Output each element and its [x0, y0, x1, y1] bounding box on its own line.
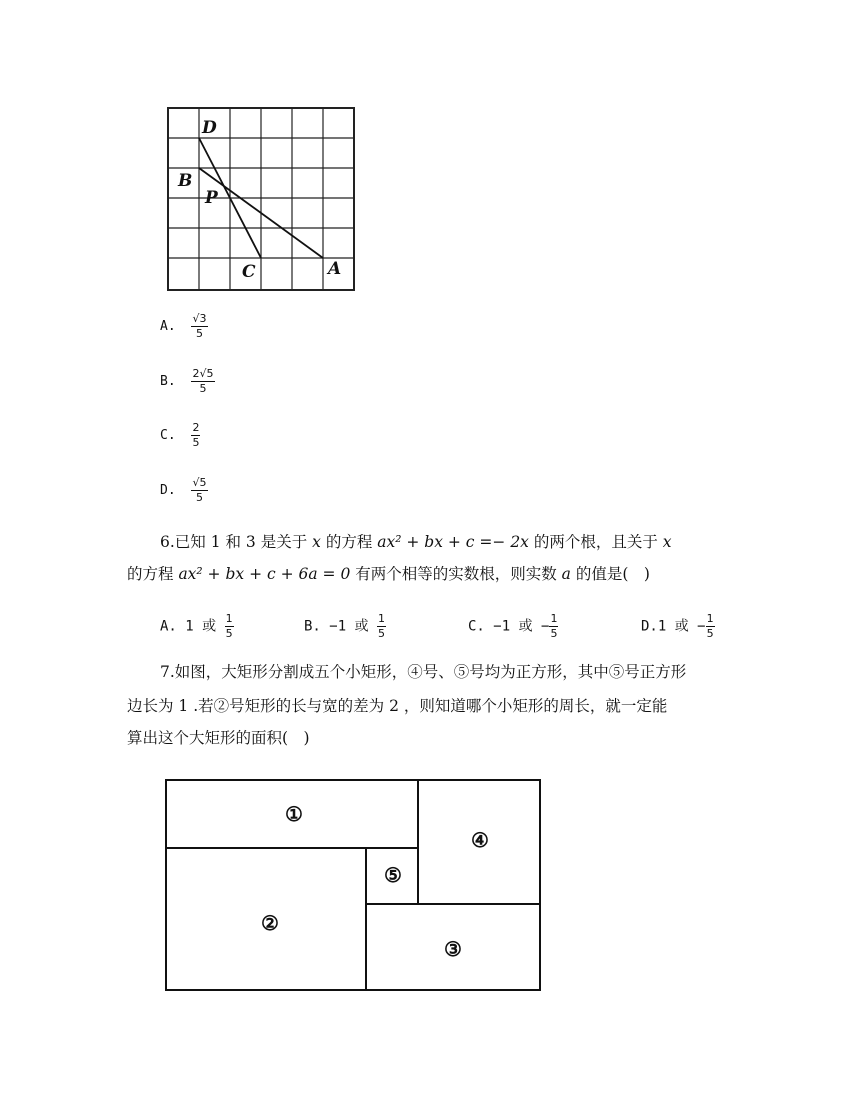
q6-option-c: C. −1 或 − $\frac{1}{5}$: [468, 612, 558, 640]
rect-label-2: ②: [261, 911, 279, 935]
question-6: [160, 526, 740, 558]
q6-option-b: B. −1 或 $\frac{1}{5}$: [304, 612, 386, 640]
grid-figure: [160, 100, 365, 300]
q7-line-3: 算出这个大矩形的面积( ): [127, 729, 310, 747]
rect-label-3: ③: [444, 937, 462, 961]
label-d: D: [202, 118, 217, 138]
q7-line-1: 7.如图，大矩形分割成五个小矩形，④号、⑤号均为正方形，其中⑤号正方形: [160, 663, 687, 681]
label-p: P: [205, 188, 218, 208]
label-c: C: [242, 262, 256, 282]
rect-label-1: ①: [285, 802, 303, 826]
q5-option-c: C. $\frac{2}{5}$: [160, 421, 200, 449]
q5-option-d: D. $\frac{√5}{5}$: [160, 476, 207, 504]
q5-option-b: B. $\frac{2√5}{5}$: [160, 367, 214, 395]
rectangle-figure: [160, 772, 550, 997]
q6-line-1: 6.已知 1 和 3 是关于 x 的方程 ax² + bx + c =− 2x 的两个根，且关于 x: [160, 533, 672, 551]
q6-option-d: D.1 或 − $\frac{1}{5}$: [641, 612, 714, 640]
q6-option-a: A. 1 或 $\frac{1}{5}$: [160, 612, 233, 640]
label-a: A: [328, 259, 342, 279]
q5-option-a: A. $\frac{√3}{5}$: [160, 312, 207, 340]
q6-line-2: 的方程 ax² + bx + c + 6a = 0 有两个相等的实数根，则实数 a 的值是( ): [127, 565, 650, 583]
q7-line-2: 边长为 1 .若②号矩形的长与宽的差为 2 ，则知道哪个小矩形的周长，就一定能: [127, 697, 668, 715]
label-b: B: [178, 171, 193, 191]
rect-label-4: ④: [471, 828, 489, 852]
rect-label-5: ⑤: [384, 863, 402, 887]
